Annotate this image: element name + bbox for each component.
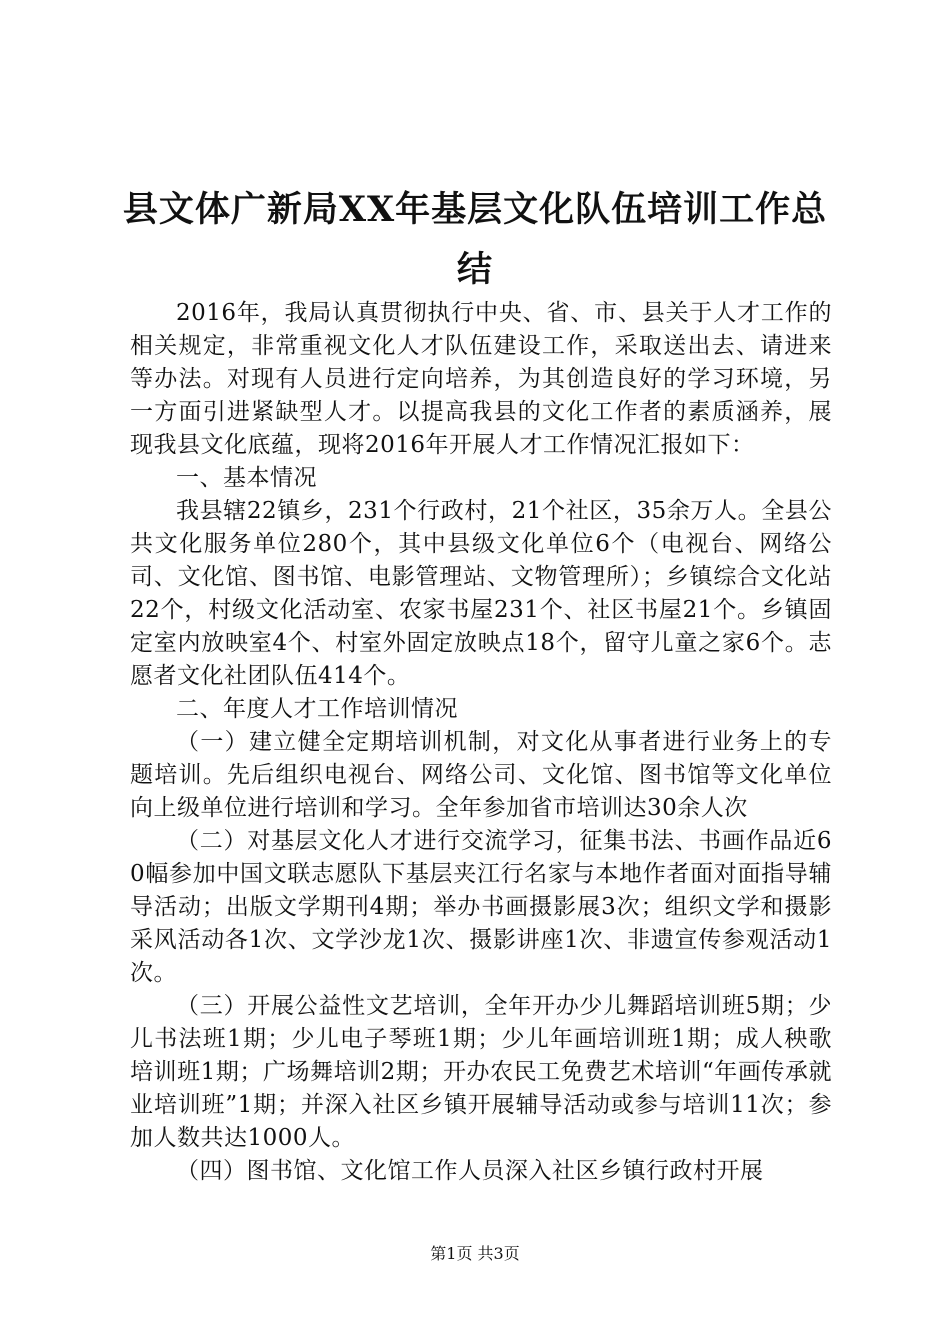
training-item-3: （三）开展公益性文艺培训，全年开办少儿舞蹈培训班5期；少儿书法班1期；少儿电子琴班1期；少儿年画培训班1期；成人秧歌培训班1期；广场舞培训2期；开办农民工免费艺术培训“年画传承就业培训班”1期；并深入社区乡镇开展辅导活动或参与培训11次；参加人数共达1000人。 bbox=[130, 993, 832, 1151]
basic-info-paragraph: 我县辖22镇乡，231个行政村，21个社区，35余万人。全县公共文化服务单位280个，其中县级文化单位6个（电视台、网络公司、文化馆、图书馆、电影管理站、文物管理所）；乡镇综合文化站22个，村级文化活动室、农家书屋231个、社区书屋21个。乡镇固定室内放映室4个、村室外固定放映点18个，留守儿童之家6个。志愿者文化社团队伍414个。 bbox=[130, 498, 832, 689]
document-title-line1: 县文体广新局XX年基层文化队伍培训工作总 bbox=[122, 189, 828, 230]
page-footer: 第1页 共3页 bbox=[430, 1244, 520, 1263]
document-title-line2: 结 bbox=[456, 249, 493, 290]
training-item-1: （一）建立健全定期培训机制，对文化从事者进行业务上的专题培训。先后组织电视台、网络公司、文化馆、图书馆等文化单位向上级单位进行培训和学习。全年参加省市培训达30余人次 bbox=[130, 729, 832, 821]
training-item-4: （四）图书馆、文化馆工作人员深入社区乡镇行政村开展 bbox=[176, 1158, 764, 1184]
intro-paragraph: 2016年，我局认真贯彻执行中央、省、市、县关于人才工作的相关规定，非常重视文化人才队伍建设工作，采取送出去、请进来等办法。对现有人员进行定向培养，为其创造良好的学习环境，另一方面引进紧缺型人才。以提高我县的文化工作者的素质涵养，展现我县文化底蕴，现将2016年开展人才工作情况汇报如下： bbox=[130, 300, 832, 458]
section-heading-training: 二、年度人才工作培训情况 bbox=[176, 696, 458, 722]
training-item-2: （二）对基层文化人才进行交流学习，征集书法、书画作品近60幅参加中国文联志愿队下基层夹江行名家与本地作者面对面指导辅导活动；出版文学期刊4期；举办书画摄影展3次；组织文学和摄影采风活动各1次、文学沙龙1次、摄影讲座1次、非遗宣传参观活动1次。 bbox=[130, 828, 832, 986]
section-heading-basic: 一、基本情况 bbox=[176, 465, 317, 491]
document-body bbox=[130, 297, 832, 1188]
